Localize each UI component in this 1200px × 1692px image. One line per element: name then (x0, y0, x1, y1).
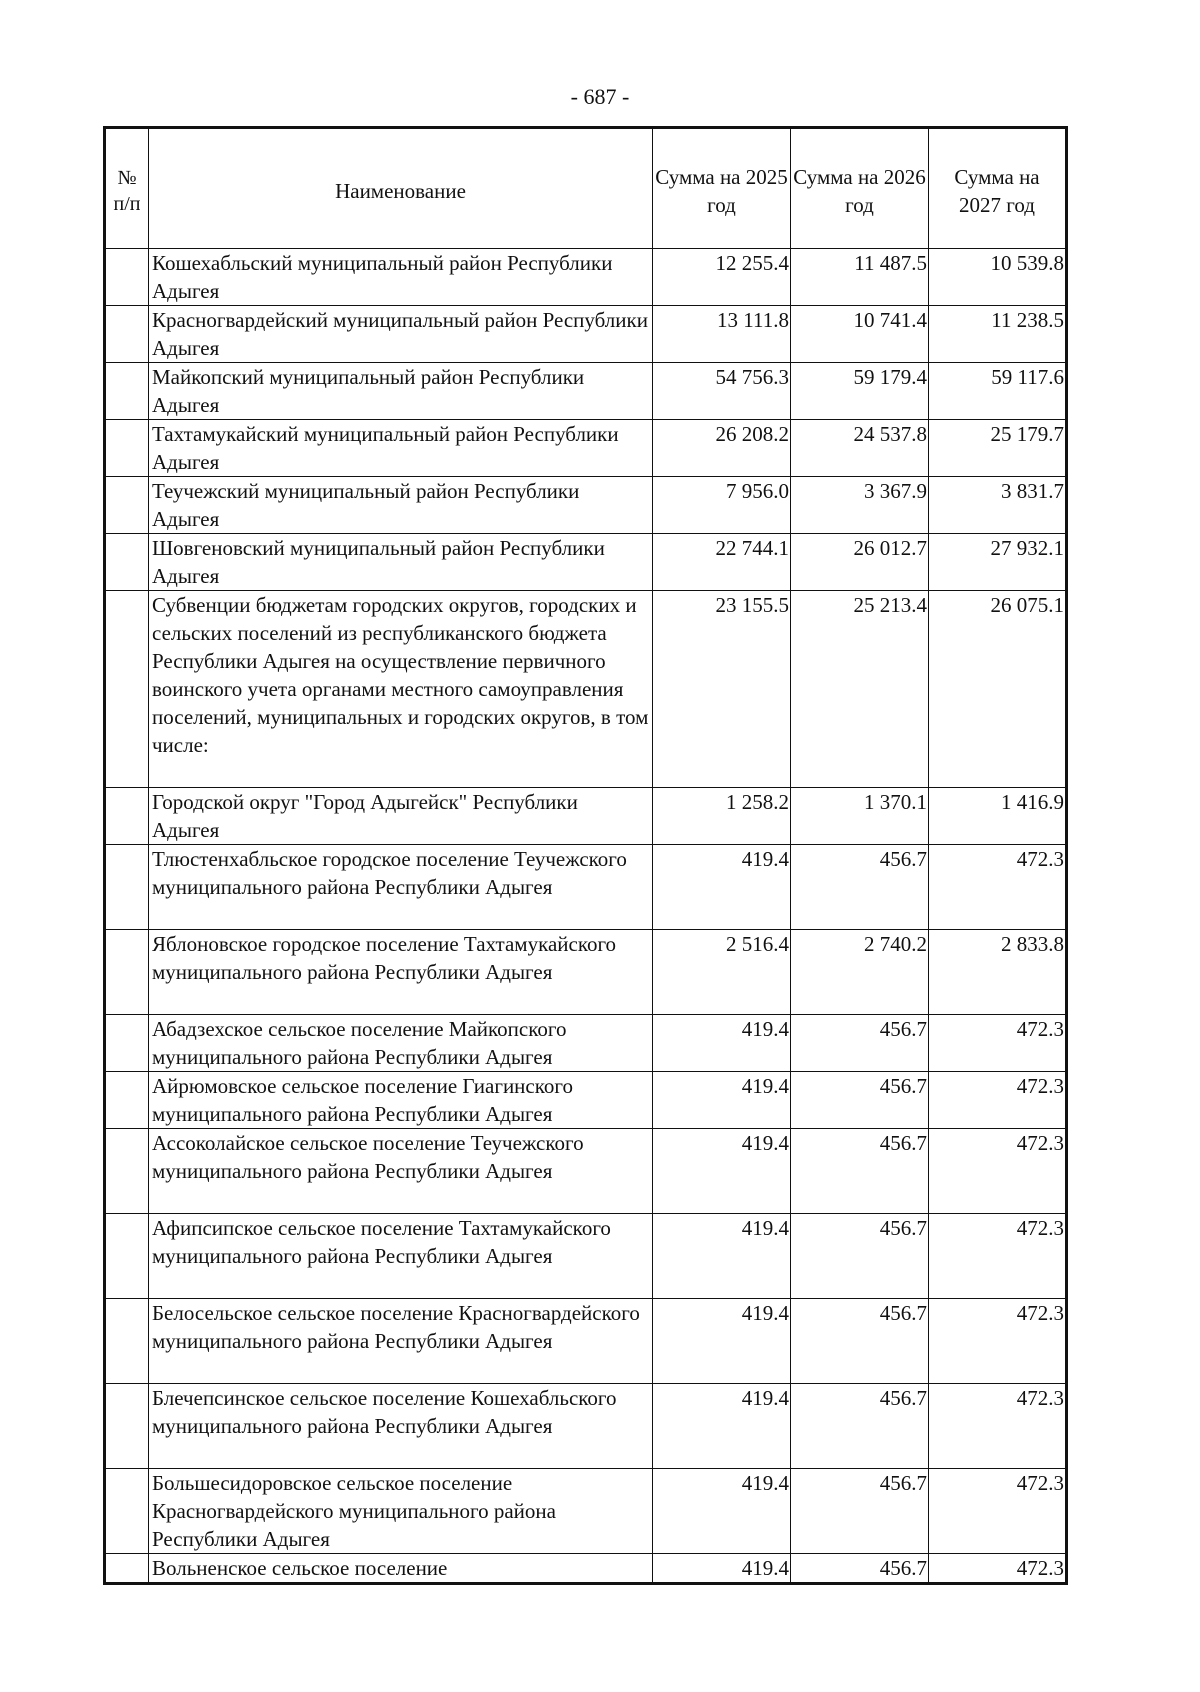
table-row (105, 788, 1067, 845)
table-row (105, 306, 1067, 363)
row-sum-2027-cell: 472.3 (929, 1299, 1067, 1384)
row-sum-2025-cell: 419.4 (653, 1384, 791, 1469)
header-sum-2025: Сумма на 2025 год (653, 128, 791, 249)
row-sum-2026-cell: 456.7 (791, 1015, 929, 1072)
table-row (105, 363, 1067, 420)
row-sum-2026-cell: 456.7 (791, 1214, 929, 1299)
table-row (105, 845, 1067, 930)
table-row (105, 534, 1067, 591)
row-name-cell: Теучежский муниципальный район Республики Адыгея (149, 477, 653, 534)
row-name-cell: Блечепсинское сельское поселение Кошехабльского муниципального района Республики Адыгея (149, 1384, 653, 1469)
row-sum-2025-cell: 419.4 (653, 1015, 791, 1072)
row-sum-2027-cell: 2 833.8 (929, 930, 1067, 1015)
row-number-cell (105, 788, 149, 845)
header-sum-2026: Сумма на 2026 год (791, 128, 929, 249)
row-sum-2025-cell: 22 744.1 (653, 534, 791, 591)
page-number: - 687 - (570, 84, 630, 109)
row-name-cell: Яблоновское городское поселение Тахтамукайского муниципального района Республики Адыгея (149, 930, 653, 1015)
header-name: Наименование (149, 128, 653, 249)
table-header-row (105, 128, 1067, 249)
table-row (105, 477, 1067, 534)
table-row (105, 1214, 1067, 1299)
row-sum-2026-cell: 456.7 (791, 845, 929, 930)
row-sum-2027-cell: 472.3 (929, 1384, 1067, 1469)
row-sum-2026-cell: 26 012.7 (791, 534, 929, 591)
row-name-cell: Вольненское сельское поселение (149, 1554, 653, 1584)
row-name-cell: Айрюмовское сельское поселение Гиагинского муниципального района Республики Адыгея (149, 1072, 653, 1129)
table-body (105, 249, 1067, 1584)
table-row (105, 1554, 1067, 1584)
row-sum-2025-cell: 7 956.0 (653, 477, 791, 534)
row-sum-2025-cell: 26 208.2 (653, 420, 791, 477)
row-sum-2025-cell: 54 756.3 (653, 363, 791, 420)
header-number: № п/п (105, 128, 149, 249)
row-number-cell (105, 845, 149, 930)
row-name-cell: Шовгеновский муниципальный район Республики Адыгея (149, 534, 653, 591)
row-sum-2026-cell: 24 537.8 (791, 420, 929, 477)
row-sum-2025-cell: 419.4 (653, 845, 791, 930)
row-number-cell (105, 363, 149, 420)
row-sum-2025-cell: 419.4 (653, 1554, 791, 1584)
row-sum-2026-cell: 1 370.1 (791, 788, 929, 845)
row-number-cell (105, 1129, 149, 1214)
table-row (105, 1015, 1067, 1072)
row-number-cell (105, 591, 149, 788)
row-sum-2027-cell: 59 117.6 (929, 363, 1067, 420)
row-name-cell: Тахтамукайский муниципальный район Республики Адыгея (149, 420, 653, 477)
row-number-cell (105, 1384, 149, 1469)
row-name-cell: Тлюстенхабльское городское поселение Теучежского муниципального района Республики Адыгея (149, 845, 653, 930)
row-sum-2026-cell: 25 213.4 (791, 591, 929, 788)
row-sum-2025-cell: 12 255.4 (653, 249, 791, 306)
row-sum-2026-cell: 456.7 (791, 1384, 929, 1469)
row-sum-2025-cell: 419.4 (653, 1129, 791, 1214)
row-sum-2025-cell: 13 111.8 (653, 306, 791, 363)
row-sum-2025-cell: 1 258.2 (653, 788, 791, 845)
table-row (105, 420, 1067, 477)
row-sum-2026-cell: 456.7 (791, 1554, 929, 1584)
row-sum-2026-cell: 10 741.4 (791, 306, 929, 363)
table-row (105, 1129, 1067, 1214)
row-number-cell (105, 306, 149, 363)
row-name-cell: Красногвардейский муниципальный район Республики Адыгея (149, 306, 653, 363)
row-name-cell: Городской округ "Город Адыгейск" Республики Адыгея (149, 788, 653, 845)
row-name-cell: Ассоколайское сельское поселение Теучежского муниципального района Республики Адыгея (149, 1129, 653, 1214)
row-name-cell: Абадзехское сельское поселение Майкопского муниципального района Республики Адыгея (149, 1015, 653, 1072)
header-sum-2027: Сумма на 2027 год (929, 128, 1067, 249)
row-name-cell: Субвенции бюджетам городских округов, городских и сельских поселений из республиканского бюджета Республики Адыгея на осуществление первичного воинского учета органами местного самоуправления поселений, муниципальных и городских округов, в том числе: (149, 591, 653, 788)
row-sum-2027-cell: 27 932.1 (929, 534, 1067, 591)
row-sum-2026-cell: 456.7 (791, 1129, 929, 1214)
row-number-cell (105, 1214, 149, 1299)
row-name-cell: Большесидоровское сельское поселение Красногвардейского муниципального района Республики Адыгея (149, 1469, 653, 1554)
row-sum-2026-cell: 59 179.4 (791, 363, 929, 420)
row-sum-2027-cell: 1 416.9 (929, 788, 1067, 845)
table-row (105, 1299, 1067, 1384)
row-number-cell (105, 420, 149, 477)
row-sum-2027-cell: 472.3 (929, 1015, 1067, 1072)
row-sum-2025-cell: 419.4 (653, 1299, 791, 1384)
row-sum-2026-cell: 2 740.2 (791, 930, 929, 1015)
row-number-cell (105, 930, 149, 1015)
table-row (105, 1072, 1067, 1129)
row-sum-2027-cell: 11 238.5 (929, 306, 1067, 363)
row-name-cell: Афипсипское сельское поселение Тахтамукайского муниципального района Республики Адыгея (149, 1214, 653, 1299)
row-sum-2027-cell: 472.3 (929, 1129, 1067, 1214)
table-row (105, 591, 1067, 788)
row-number-cell (105, 1554, 149, 1584)
row-sum-2025-cell: 23 155.5 (653, 591, 791, 788)
row-number-cell (105, 1072, 149, 1129)
row-sum-2027-cell: 10 539.8 (929, 249, 1067, 306)
row-sum-2026-cell: 456.7 (791, 1469, 929, 1554)
row-sum-2025-cell: 419.4 (653, 1072, 791, 1129)
budget-table (103, 126, 1068, 1585)
row-number-cell (105, 477, 149, 534)
row-name-cell: Майкопский муниципальный район Республики Адыгея (149, 363, 653, 420)
row-sum-2027-cell: 472.3 (929, 1214, 1067, 1299)
table-row (105, 1384, 1067, 1469)
table-row (105, 1469, 1067, 1554)
table-row (105, 930, 1067, 1015)
row-sum-2027-cell: 472.3 (929, 1469, 1067, 1554)
row-sum-2026-cell: 3 367.9 (791, 477, 929, 534)
row-sum-2026-cell: 456.7 (791, 1299, 929, 1384)
row-number-cell (105, 1469, 149, 1554)
row-sum-2027-cell: 3 831.7 (929, 477, 1067, 534)
row-number-cell (105, 534, 149, 591)
row-sum-2025-cell: 2 516.4 (653, 930, 791, 1015)
row-sum-2025-cell: 419.4 (653, 1214, 791, 1299)
table-row (105, 249, 1067, 306)
row-sum-2026-cell: 456.7 (791, 1072, 929, 1129)
row-sum-2027-cell: 472.3 (929, 1554, 1067, 1584)
row-name-cell: Белосельское сельское поселение Красногвардейского муниципального района Республики Адыгея (149, 1299, 653, 1384)
row-sum-2027-cell: 26 075.1 (929, 591, 1067, 788)
row-sum-2027-cell: 472.3 (929, 1072, 1067, 1129)
row-number-cell (105, 249, 149, 306)
row-name-cell: Кошехабльский муниципальный район Республики Адыгея (149, 249, 653, 306)
row-sum-2025-cell: 419.4 (653, 1469, 791, 1554)
row-sum-2027-cell: 25 179.7 (929, 420, 1067, 477)
row-number-cell (105, 1299, 149, 1384)
row-sum-2027-cell: 472.3 (929, 845, 1067, 930)
row-sum-2026-cell: 11 487.5 (791, 249, 929, 306)
row-number-cell (105, 1015, 149, 1072)
